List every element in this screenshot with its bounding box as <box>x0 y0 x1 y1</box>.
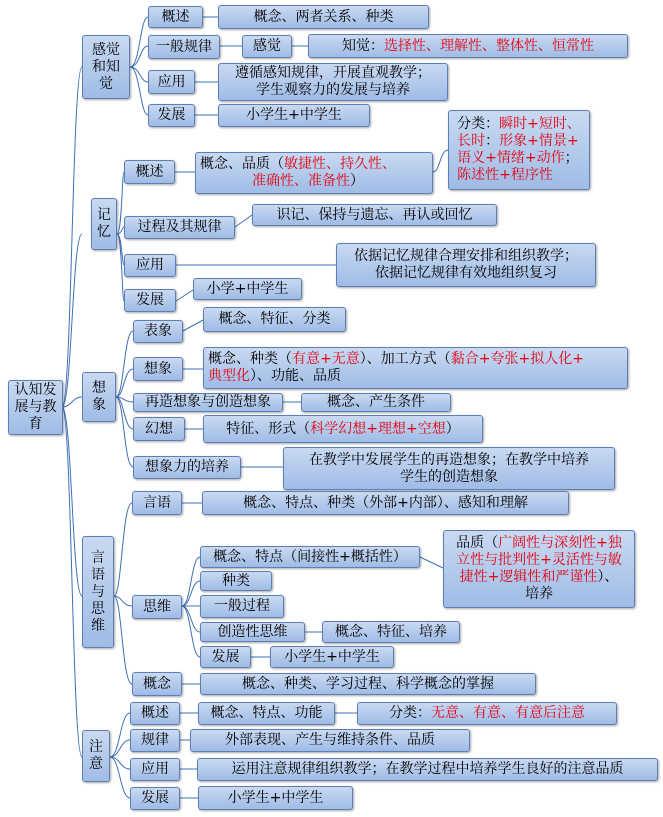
attention-development-node: 发展 <box>130 787 180 810</box>
fantasy-node: 幻想 <box>133 417 185 441</box>
wire <box>182 606 200 632</box>
attention-application-node: 应用 <box>130 758 180 781</box>
memory-application-line1: 依据记忆规律合理安排和组织教学； <box>354 248 578 264</box>
perception-development-node: 发展 <box>148 104 195 127</box>
memory-classify-semicolon: ； <box>564 150 579 166</box>
thinking-development-content: 小学生+中学生 <box>270 646 394 668</box>
attention-classify-red: 无意、有意、有意后注意 <box>431 705 585 721</box>
attention-overview-content: 概念、特点、功能 <box>198 702 335 725</box>
fantasy-text1: 特征、形式（ <box>226 420 311 437</box>
memory-quality-close: ） <box>350 173 364 189</box>
wire <box>183 320 203 331</box>
imagination-sub-red3: 典型化 <box>208 368 250 384</box>
concept-node: 概念 <box>132 672 182 696</box>
imagination-sub-content <box>203 347 628 389</box>
thinking-quality-text1: 品质（ <box>456 535 499 551</box>
memory-quality-line1 <box>200 156 396 173</box>
wire <box>130 46 148 67</box>
memory-application-line2: 依据记忆规律有效地组织复习 <box>375 265 557 281</box>
attention-law-node: 规律 <box>130 729 180 752</box>
wire <box>62 67 82 407</box>
perception-application-line1: 遵循感知规律，开展直观教学； <box>235 65 431 81</box>
wire <box>420 557 443 568</box>
wire <box>62 407 82 757</box>
memory-classify-prefix: 分类： <box>457 116 500 132</box>
thinking-quality-red2: 立性与批判性+灵活性与敏 <box>456 552 622 568</box>
memory-classify-content <box>448 110 590 190</box>
memory-overview-content <box>195 152 433 194</box>
attention-overview-node: 概述 <box>130 702 180 725</box>
imagination-node: 想象 <box>82 372 116 422</box>
imagination-sub-text2: ）、加工方式（ <box>359 351 451 367</box>
attention-development-content: 小学生+中学生 <box>198 786 353 810</box>
wire <box>116 397 133 467</box>
fantasy-text2: ） <box>445 420 460 437</box>
wire <box>130 17 148 67</box>
perception-law-content <box>308 34 628 58</box>
imagination-sub-text1: 概念、种类（ <box>208 351 292 367</box>
wire <box>176 290 193 301</box>
wire <box>130 67 148 82</box>
representation-content: 概念、特征、分类 <box>203 307 346 332</box>
memory-quality-red2: 准确性、准备性 <box>252 173 350 189</box>
memory-development-content: 小学+中学生 <box>193 278 302 300</box>
wire <box>117 172 124 234</box>
wire <box>116 331 133 397</box>
memory-classify-colon: ： <box>485 133 500 149</box>
memory-quality-line2 <box>200 173 396 190</box>
thinking-quality-red3: 捷性+逻辑性和严谨性 <box>459 569 598 585</box>
memory-classify-line3 <box>457 150 581 167</box>
imagination-cultivation-line2: 学生的创造想象 <box>400 468 498 485</box>
memory-classify-red2: 长时 <box>457 133 486 149</box>
wire <box>114 596 132 684</box>
thinking-development-node: 发展 <box>200 646 251 668</box>
recreate-imagination-node: 再造想象与创造想象 <box>133 393 283 412</box>
thinking-quality-text2: ）、 <box>597 569 619 585</box>
thinking-quality-line4: 培养 <box>524 586 553 602</box>
memory-application-node: 应用 <box>124 254 176 277</box>
imagination-sub-text3: ）、功能、品质 <box>250 368 341 384</box>
memory-classify-red4: 语义+情绪+动作 <box>457 150 565 166</box>
perception-application-content <box>218 63 448 101</box>
thinking-quality-red1: 广阔性与深刻性+独 <box>498 535 622 551</box>
memory-classify-red1: 瞬时+短时、 <box>499 116 581 132</box>
speech-content: 概念、特点、种类（外部+内部）、感知和理解 <box>202 491 569 515</box>
thinking-quality-line1 <box>456 535 622 552</box>
concept-content: 概念、种类、学习过程、科学概念的掌握 <box>200 673 536 695</box>
sensation-node: 感觉 <box>242 35 292 58</box>
thinking-concept-node: 概念、特点（间接性+概括性） <box>200 546 420 568</box>
attention-classify-content <box>357 702 617 725</box>
memory-classify-line2 <box>457 133 581 150</box>
imagination-sub-red1: 有意+无意 <box>292 351 360 367</box>
imagination-cultivation-content <box>283 447 615 490</box>
attention-node: 注意 <box>82 730 110 782</box>
thinking-types-node: 种类 <box>200 571 272 591</box>
imagination-cultivation-line1: 在教学中发展学生的再造想象；在教学中培养 <box>309 451 589 468</box>
memory-process-content: 识记、保持与遗忘、再认或回忆 <box>252 204 497 226</box>
memory-application-content <box>336 243 596 287</box>
imagination-sub-node: 想象 <box>133 357 183 381</box>
thinking-node: 思维 <box>132 595 182 619</box>
memory-development-node: 发展 <box>124 289 176 312</box>
memory-classify-red5: 陈述性+程序性 <box>457 167 553 183</box>
memory-classify-line4 <box>457 167 581 184</box>
imagination-sub-red2: 黏合+夸张+拟人化+ <box>450 351 584 367</box>
wire <box>182 581 200 606</box>
wire <box>110 713 130 757</box>
creative-thinking-content: 概念、特征、培养 <box>322 621 460 643</box>
perception-law-red: 选择性、理解性、整体性、恒常性 <box>384 37 594 54</box>
speech-node: 言语 <box>132 491 182 515</box>
memory-node: 记忆 <box>91 198 117 250</box>
memory-process-node: 过程及其规律 <box>124 216 235 239</box>
imagination-cultivation-node: 想象力的培养 <box>133 456 241 479</box>
memory-classify-line1 <box>457 116 581 133</box>
memory-classify-red3: 形象+情景+ <box>499 133 579 149</box>
fantasy-red: 科学幻想+理想+空想 <box>310 420 446 437</box>
attention-application-content: 运用注意规律组织教学；在教学过程中培养学生良好的注意品质 <box>197 758 658 781</box>
thinking-quality-line3 <box>456 569 622 586</box>
imagination-sub-line2 <box>208 368 584 385</box>
wire <box>433 150 448 172</box>
perception-application-line2: 学生观察力的发展与培养 <box>256 82 410 98</box>
fantasy-content <box>203 415 483 443</box>
wire <box>114 503 132 596</box>
memory-overview-node: 概述 <box>124 160 175 184</box>
wire <box>62 234 82 407</box>
perception-law-prefix: 知觉： <box>342 37 384 54</box>
perception-law-node: 一般规律 <box>148 35 220 59</box>
perception-application-node: 应用 <box>148 70 195 94</box>
imagination-sub-line1 <box>208 351 584 368</box>
perception-development-content: 小学生+中学生 <box>218 104 370 127</box>
attention-law-content: 外部表现、产生与维持条件、品质 <box>190 729 470 752</box>
creative-thinking-node: 创造性思维 <box>200 622 305 642</box>
recreate-imagination-content: 概念、产生条件 <box>301 393 451 412</box>
thinking-process-node: 一般过程 <box>200 595 284 618</box>
perception-node: 感觉和知觉 <box>82 35 130 99</box>
attention-classify-prefix: 分类： <box>389 705 431 721</box>
wire <box>235 215 252 227</box>
representation-node: 表象 <box>133 320 183 343</box>
perception-overview-content: 概念、两者关系、种类 <box>218 5 429 29</box>
memory-quality-red1: 敏捷性、持久性、 <box>284 156 396 172</box>
root-node: 认知发展与教育 <box>8 380 63 435</box>
memory-quality-text: 概念、品质（ <box>200 156 284 172</box>
perception-overview-node: 概述 <box>148 6 203 28</box>
wire <box>110 740 130 757</box>
thinking-quality-node <box>443 530 635 608</box>
language-thinking-node: 言语与思维 <box>82 536 114 648</box>
